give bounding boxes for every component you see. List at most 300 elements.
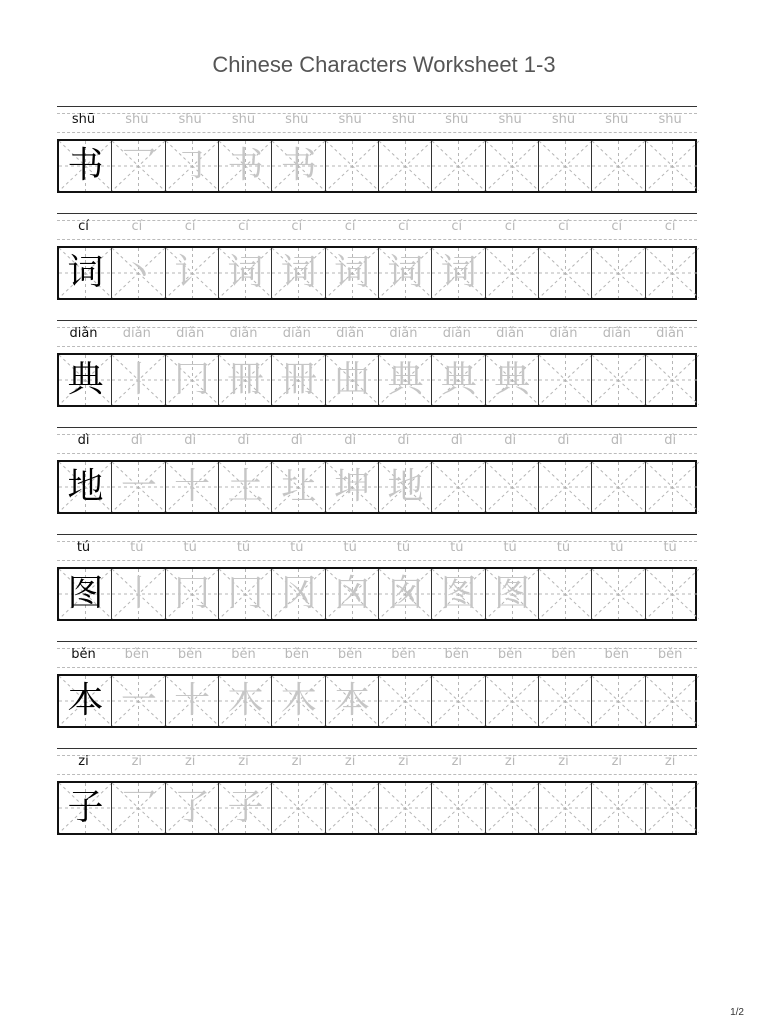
practice-cell[interactable] bbox=[326, 569, 379, 619]
pinyin-trace: dì bbox=[664, 433, 677, 448]
stroke-trace: 讠 bbox=[174, 252, 211, 293]
cell-divider bbox=[325, 676, 326, 726]
guide-lines bbox=[486, 676, 539, 726]
pinyin-label: shū bbox=[71, 112, 96, 127]
stroke-trace: 乛 bbox=[120, 145, 157, 186]
practice-cell[interactable] bbox=[539, 783, 592, 833]
model-character: 书 bbox=[67, 145, 104, 186]
cell-divider bbox=[271, 141, 272, 191]
pinyin-trace: dì bbox=[610, 433, 623, 448]
cell-divider bbox=[431, 462, 432, 512]
practice-row bbox=[57, 213, 697, 305]
practice-cell[interactable] bbox=[486, 141, 539, 191]
practice-cell[interactable] bbox=[432, 783, 485, 833]
stroke-trace: 乛 bbox=[120, 787, 157, 828]
stroke-trace: 囟 bbox=[334, 573, 371, 614]
pinyin-trace: shū bbox=[498, 112, 522, 127]
practice-cell[interactable] bbox=[166, 783, 219, 833]
cell-divider bbox=[378, 569, 379, 619]
cell-divider bbox=[378, 676, 379, 726]
practice-cell[interactable] bbox=[592, 676, 645, 726]
practice-cell[interactable] bbox=[646, 248, 699, 298]
pinyin-trace: tú bbox=[343, 540, 357, 555]
cell-divider bbox=[271, 248, 272, 298]
pinyin-trace: diǎn bbox=[122, 326, 151, 341]
guide-lines bbox=[592, 462, 645, 512]
practice-row bbox=[57, 427, 697, 519]
pinyin-trace: tú bbox=[503, 540, 517, 555]
stroke-trace: 丶 bbox=[120, 252, 157, 293]
practice-cell[interactable] bbox=[326, 783, 379, 833]
cell-divider bbox=[111, 462, 112, 512]
pinyin-trace: shū bbox=[178, 112, 202, 127]
practice-cell[interactable] bbox=[486, 248, 539, 298]
guide-lines bbox=[592, 355, 645, 405]
pinyin-trace: zi bbox=[131, 754, 143, 769]
pinyin-trace: diǎn bbox=[176, 326, 205, 341]
guide-lines bbox=[379, 141, 432, 191]
cell-divider bbox=[378, 783, 379, 833]
practice-cell[interactable] bbox=[646, 569, 699, 619]
pinyin-label: cí bbox=[78, 219, 89, 234]
practice-cell[interactable] bbox=[539, 676, 592, 726]
practice-cell[interactable] bbox=[379, 141, 432, 191]
practice-cell[interactable] bbox=[112, 248, 165, 298]
practice-cell[interactable] bbox=[166, 141, 219, 191]
practice-cell[interactable] bbox=[112, 783, 165, 833]
practice-cell[interactable] bbox=[272, 355, 325, 405]
guide-lines bbox=[326, 783, 379, 833]
pinyin-trace: běn bbox=[284, 647, 310, 662]
pinyin-trace: cí bbox=[398, 219, 409, 234]
pinyin-trace: tú bbox=[663, 540, 677, 555]
row-top-line bbox=[57, 427, 697, 428]
pinyin-trace: tú bbox=[183, 540, 197, 555]
practice-cell[interactable] bbox=[112, 676, 165, 726]
guide-lines bbox=[539, 783, 592, 833]
practice-cell[interactable] bbox=[592, 783, 645, 833]
cell-divider bbox=[591, 783, 592, 833]
guide-lines bbox=[432, 783, 485, 833]
guide-lines bbox=[539, 141, 592, 191]
practice-cell[interactable] bbox=[432, 141, 485, 191]
pinyin-trace: dì bbox=[130, 433, 143, 448]
cell-divider bbox=[271, 676, 272, 726]
practice-cell[interactable] bbox=[432, 355, 485, 405]
pinyin-trace: diǎn bbox=[442, 326, 471, 341]
cell-divider bbox=[485, 676, 486, 726]
practice-cell[interactable] bbox=[539, 141, 592, 191]
practice-cell[interactable] bbox=[379, 569, 432, 619]
pinyin-trace: cí bbox=[451, 219, 463, 234]
cell-divider bbox=[485, 569, 486, 619]
pinyin-trace: dì bbox=[344, 433, 357, 448]
cell-divider bbox=[591, 248, 592, 298]
cell-divider bbox=[538, 248, 539, 298]
practice-cell[interactable] bbox=[272, 462, 325, 512]
model-character: 子 bbox=[67, 787, 104, 828]
practice-cell[interactable] bbox=[646, 141, 699, 191]
practice-cell[interactable] bbox=[486, 355, 539, 405]
pinyin-trace: diǎn bbox=[656, 326, 685, 341]
practice-cell[interactable] bbox=[272, 676, 325, 726]
practice-cell[interactable] bbox=[166, 355, 219, 405]
pinyin-trace: cí bbox=[184, 219, 196, 234]
practice-row bbox=[57, 320, 697, 412]
practice-cell[interactable] bbox=[432, 569, 485, 619]
model-character: 图 bbox=[67, 573, 104, 614]
writing-grid bbox=[57, 139, 697, 193]
practice-cell[interactable] bbox=[379, 248, 432, 298]
guide-lines bbox=[379, 783, 432, 833]
stroke-trace: 子 bbox=[227, 787, 264, 828]
practice-cell[interactable] bbox=[432, 248, 485, 298]
guide-lines bbox=[646, 462, 699, 512]
practice-cell[interactable] bbox=[272, 248, 325, 298]
practice-cell[interactable] bbox=[432, 462, 485, 512]
pinyin-trace: cí bbox=[504, 219, 516, 234]
stroke-trace: 词 bbox=[387, 252, 424, 293]
practice-cell[interactable] bbox=[592, 462, 645, 512]
practice-cell[interactable] bbox=[379, 783, 432, 833]
model-cell bbox=[59, 462, 112, 512]
model-cell bbox=[59, 141, 112, 191]
pinyin-trace: běn bbox=[657, 647, 683, 662]
guide-lines bbox=[539, 569, 592, 619]
stroke-trace: 冊 bbox=[280, 359, 317, 400]
practice-row bbox=[57, 106, 697, 198]
pinyin-trace: zi bbox=[558, 754, 569, 769]
stroke-trace: 十 bbox=[174, 466, 211, 507]
pinyin-trace: diǎn bbox=[229, 326, 258, 341]
practice-cell[interactable] bbox=[219, 355, 272, 405]
cell-divider bbox=[111, 355, 112, 405]
cell-divider bbox=[111, 569, 112, 619]
stroke-trace: 一 bbox=[120, 466, 157, 507]
pinyin-trace: tú bbox=[450, 540, 464, 555]
cell-divider bbox=[431, 783, 432, 833]
cell-divider bbox=[218, 676, 219, 726]
practice-cell[interactable] bbox=[326, 141, 379, 191]
cell-divider bbox=[591, 462, 592, 512]
stroke-trace: 木 bbox=[280, 680, 317, 721]
practice-cell[interactable] bbox=[592, 141, 645, 191]
practice-cell[interactable] bbox=[219, 676, 272, 726]
guide-lines bbox=[646, 676, 699, 726]
practice-cell[interactable] bbox=[219, 569, 272, 619]
practice-cell[interactable] bbox=[539, 248, 592, 298]
stroke-trace: 本 bbox=[334, 680, 371, 721]
guide-lines bbox=[646, 783, 699, 833]
cell-divider bbox=[431, 141, 432, 191]
cell-divider bbox=[378, 248, 379, 298]
cell-divider bbox=[645, 569, 646, 619]
cell-divider bbox=[645, 462, 646, 512]
row-top-line bbox=[57, 320, 697, 321]
stroke-trace: 词 bbox=[227, 252, 264, 293]
pinyin-trace: běn bbox=[391, 647, 416, 662]
writing-grid bbox=[57, 460, 697, 514]
cell-divider bbox=[111, 676, 112, 726]
pinyin-trace: běn bbox=[497, 647, 523, 662]
pinyin-trace: shū bbox=[285, 112, 309, 127]
pinyin-trace: běn bbox=[177, 647, 203, 662]
cell-divider bbox=[538, 569, 539, 619]
pinyin-trace: běn bbox=[551, 647, 576, 662]
model-cell bbox=[59, 569, 112, 619]
practice-cell[interactable] bbox=[326, 676, 379, 726]
pinyin-trace: dì bbox=[557, 433, 570, 448]
cell-divider bbox=[165, 248, 166, 298]
guide-lines bbox=[432, 462, 485, 512]
practice-cell[interactable] bbox=[592, 355, 645, 405]
pinyin-trace: dì bbox=[504, 433, 517, 448]
page-number: 1/2 bbox=[730, 1007, 744, 1018]
stroke-trace: ㇆ bbox=[174, 145, 211, 186]
row-top-line bbox=[57, 641, 697, 642]
practice-cell[interactable] bbox=[326, 248, 379, 298]
practice-cell[interactable] bbox=[272, 141, 325, 191]
practice-cell[interactable] bbox=[326, 462, 379, 512]
model-character: 本 bbox=[67, 680, 104, 721]
practice-cell[interactable] bbox=[219, 462, 272, 512]
pinyin-trace: shū bbox=[338, 112, 362, 127]
pinyin-trace: zi bbox=[611, 754, 623, 769]
stroke-trace: 木 bbox=[227, 680, 264, 721]
pinyin-trace: cí bbox=[238, 219, 249, 234]
stroke-trace: 词 bbox=[334, 252, 371, 293]
guide-lines bbox=[592, 248, 645, 298]
cell-divider bbox=[111, 141, 112, 191]
pinyin-trace: dì bbox=[237, 433, 250, 448]
practice-row bbox=[57, 641, 697, 733]
practice-cell[interactable] bbox=[219, 783, 272, 833]
cell-divider bbox=[538, 676, 539, 726]
pinyin-trace: dì bbox=[450, 433, 463, 448]
guide-lines bbox=[539, 355, 592, 405]
cell-divider bbox=[538, 141, 539, 191]
pinyin-trace: zi bbox=[184, 754, 196, 769]
pinyin-trace: zi bbox=[664, 754, 676, 769]
practice-cell[interactable] bbox=[539, 355, 592, 405]
guide-lines bbox=[539, 248, 592, 298]
practice-cell[interactable] bbox=[326, 355, 379, 405]
practice-cell[interactable] bbox=[166, 462, 219, 512]
cell-divider bbox=[431, 676, 432, 726]
cell-divider bbox=[111, 783, 112, 833]
guide-lines bbox=[486, 248, 539, 298]
stroke-trace: 冂 bbox=[227, 573, 264, 614]
cell-divider bbox=[165, 355, 166, 405]
practice-cell[interactable] bbox=[646, 676, 699, 726]
cell-divider bbox=[218, 783, 219, 833]
pinyin-trace: diǎn bbox=[549, 326, 578, 341]
guide-lines bbox=[539, 676, 592, 726]
pinyin-trace: zi bbox=[398, 754, 409, 769]
cell-divider bbox=[325, 462, 326, 512]
cell-divider bbox=[165, 569, 166, 619]
stroke-trace: 典 bbox=[494, 359, 531, 400]
pinyin-trace: shū bbox=[231, 112, 256, 127]
practice-cell[interactable] bbox=[486, 783, 539, 833]
cell-divider bbox=[218, 141, 219, 191]
guide-lines bbox=[592, 141, 645, 191]
practice-cell[interactable] bbox=[592, 569, 645, 619]
cell-divider bbox=[325, 141, 326, 191]
practice-cell[interactable] bbox=[486, 676, 539, 726]
pinyin-trace: dì bbox=[397, 433, 410, 448]
cell-divider bbox=[325, 783, 326, 833]
guide-lines bbox=[646, 248, 699, 298]
practice-row bbox=[57, 534, 697, 626]
guide-lines bbox=[646, 569, 699, 619]
pinyin-trace: tú bbox=[236, 540, 251, 555]
cell-divider bbox=[218, 355, 219, 405]
practice-cell[interactable] bbox=[539, 462, 592, 512]
pinyin-trace: dì bbox=[290, 433, 303, 448]
writing-grid bbox=[57, 353, 697, 407]
pinyin-trace: diǎn bbox=[602, 326, 631, 341]
cell-divider bbox=[218, 462, 219, 512]
writing-grid bbox=[57, 567, 697, 621]
model-cell bbox=[59, 248, 112, 298]
practice-cell[interactable] bbox=[646, 462, 699, 512]
pinyin-trace: shū bbox=[551, 112, 576, 127]
pinyin-trace: tú bbox=[290, 540, 304, 555]
stroke-trace: 囪 bbox=[387, 573, 424, 614]
practice-cell[interactable] bbox=[432, 676, 485, 726]
guide-lines bbox=[646, 355, 699, 405]
cell-divider bbox=[218, 569, 219, 619]
practice-cell[interactable] bbox=[112, 355, 165, 405]
pinyin-trace: zi bbox=[504, 754, 516, 769]
stroke-trace: 词 bbox=[440, 252, 477, 293]
cell-divider bbox=[645, 783, 646, 833]
cell-divider bbox=[325, 248, 326, 298]
practice-cell[interactable] bbox=[166, 248, 219, 298]
guide-lines bbox=[486, 783, 539, 833]
cell-divider bbox=[645, 141, 646, 191]
practice-cell[interactable] bbox=[166, 569, 219, 619]
practice-cell[interactable] bbox=[219, 248, 272, 298]
practice-cell[interactable] bbox=[539, 569, 592, 619]
practice-cell[interactable] bbox=[112, 569, 165, 619]
practice-cell[interactable] bbox=[112, 462, 165, 512]
stroke-trace: 冊 bbox=[227, 359, 264, 400]
practice-cell[interactable] bbox=[112, 141, 165, 191]
cell-divider bbox=[591, 676, 592, 726]
cell-divider bbox=[591, 569, 592, 619]
cell-divider bbox=[485, 141, 486, 191]
guide-lines bbox=[486, 462, 539, 512]
writing-grid bbox=[57, 246, 697, 300]
practice-cell[interactable] bbox=[486, 462, 539, 512]
cell-divider bbox=[378, 141, 379, 191]
pinyin-trace: zi bbox=[451, 754, 463, 769]
pinyin-trace: shū bbox=[125, 112, 149, 127]
cell-divider bbox=[431, 248, 432, 298]
pinyin-trace: diǎn bbox=[336, 326, 365, 341]
pinyin-trace: zi bbox=[344, 754, 356, 769]
practice-cell[interactable] bbox=[646, 783, 699, 833]
stroke-trace: 冂 bbox=[174, 359, 211, 400]
worksheet-title: Chinese Characters Worksheet 1-3 bbox=[212, 52, 556, 77]
stroke-trace: 曲 bbox=[334, 359, 371, 400]
practice-cell[interactable] bbox=[379, 676, 432, 726]
practice-cell[interactable] bbox=[379, 355, 432, 405]
guide-lines bbox=[592, 676, 645, 726]
pinyin-label: běn bbox=[71, 647, 96, 662]
stroke-trace: 土 bbox=[227, 466, 264, 507]
practice-cell[interactable] bbox=[486, 569, 539, 619]
cell-divider bbox=[591, 141, 592, 191]
pinyin-trace: diǎn bbox=[389, 326, 418, 341]
model-character: 地 bbox=[67, 466, 104, 507]
stroke-trace: 丨 bbox=[120, 359, 157, 400]
practice-cell[interactable] bbox=[166, 676, 219, 726]
guide-lines bbox=[379, 676, 432, 726]
guide-lines bbox=[272, 783, 325, 833]
practice-cell[interactable] bbox=[592, 248, 645, 298]
stroke-trace: 丨 bbox=[120, 573, 157, 614]
pinyin-trace: tú bbox=[396, 540, 411, 555]
stroke-trace: 坤 bbox=[334, 466, 371, 507]
cell-divider bbox=[485, 248, 486, 298]
cell-divider bbox=[645, 676, 646, 726]
pinyin-trace: zi bbox=[238, 754, 249, 769]
cell-divider bbox=[165, 141, 166, 191]
cell-divider bbox=[165, 462, 166, 512]
practice-cell[interactable] bbox=[272, 569, 325, 619]
pinyin-trace: shū bbox=[605, 112, 629, 127]
pinyin-label: dì bbox=[77, 433, 90, 448]
stroke-trace: 冂 bbox=[174, 573, 211, 614]
guide-lines bbox=[592, 783, 645, 833]
writing-grid bbox=[57, 781, 697, 835]
guide-lines bbox=[539, 462, 592, 512]
stroke-trace: 冈 bbox=[280, 573, 317, 614]
guide-lines bbox=[486, 141, 539, 191]
stroke-trace: 地 bbox=[387, 466, 424, 507]
cell-divider bbox=[378, 462, 379, 512]
pinyin-trace: cí bbox=[291, 219, 303, 234]
cell-divider bbox=[645, 248, 646, 298]
cell-divider bbox=[165, 783, 166, 833]
practice-cell[interactable] bbox=[646, 355, 699, 405]
pinyin-trace: shū bbox=[445, 112, 469, 127]
cell-divider bbox=[271, 462, 272, 512]
practice-row bbox=[57, 748, 697, 840]
pinyin-trace: cí bbox=[131, 219, 143, 234]
pinyin-trace: tú bbox=[556, 540, 571, 555]
model-cell bbox=[59, 355, 112, 405]
cell-divider bbox=[378, 355, 379, 405]
row-top-line bbox=[57, 748, 697, 749]
stroke-trace: 了 bbox=[174, 787, 211, 828]
pinyin-label: diǎn bbox=[69, 326, 98, 341]
model-character: 词 bbox=[67, 252, 104, 293]
practice-cell[interactable] bbox=[272, 783, 325, 833]
stroke-trace: 书 bbox=[280, 145, 317, 186]
pinyin-trace: běn bbox=[604, 647, 630, 662]
model-cell bbox=[59, 676, 112, 726]
row-top-line bbox=[57, 534, 697, 535]
practice-cell[interactable] bbox=[219, 141, 272, 191]
practice-cell[interactable] bbox=[379, 462, 432, 512]
pinyin-label: zi bbox=[78, 754, 89, 769]
pinyin-trace: shū bbox=[658, 112, 682, 127]
cell-divider bbox=[325, 569, 326, 619]
